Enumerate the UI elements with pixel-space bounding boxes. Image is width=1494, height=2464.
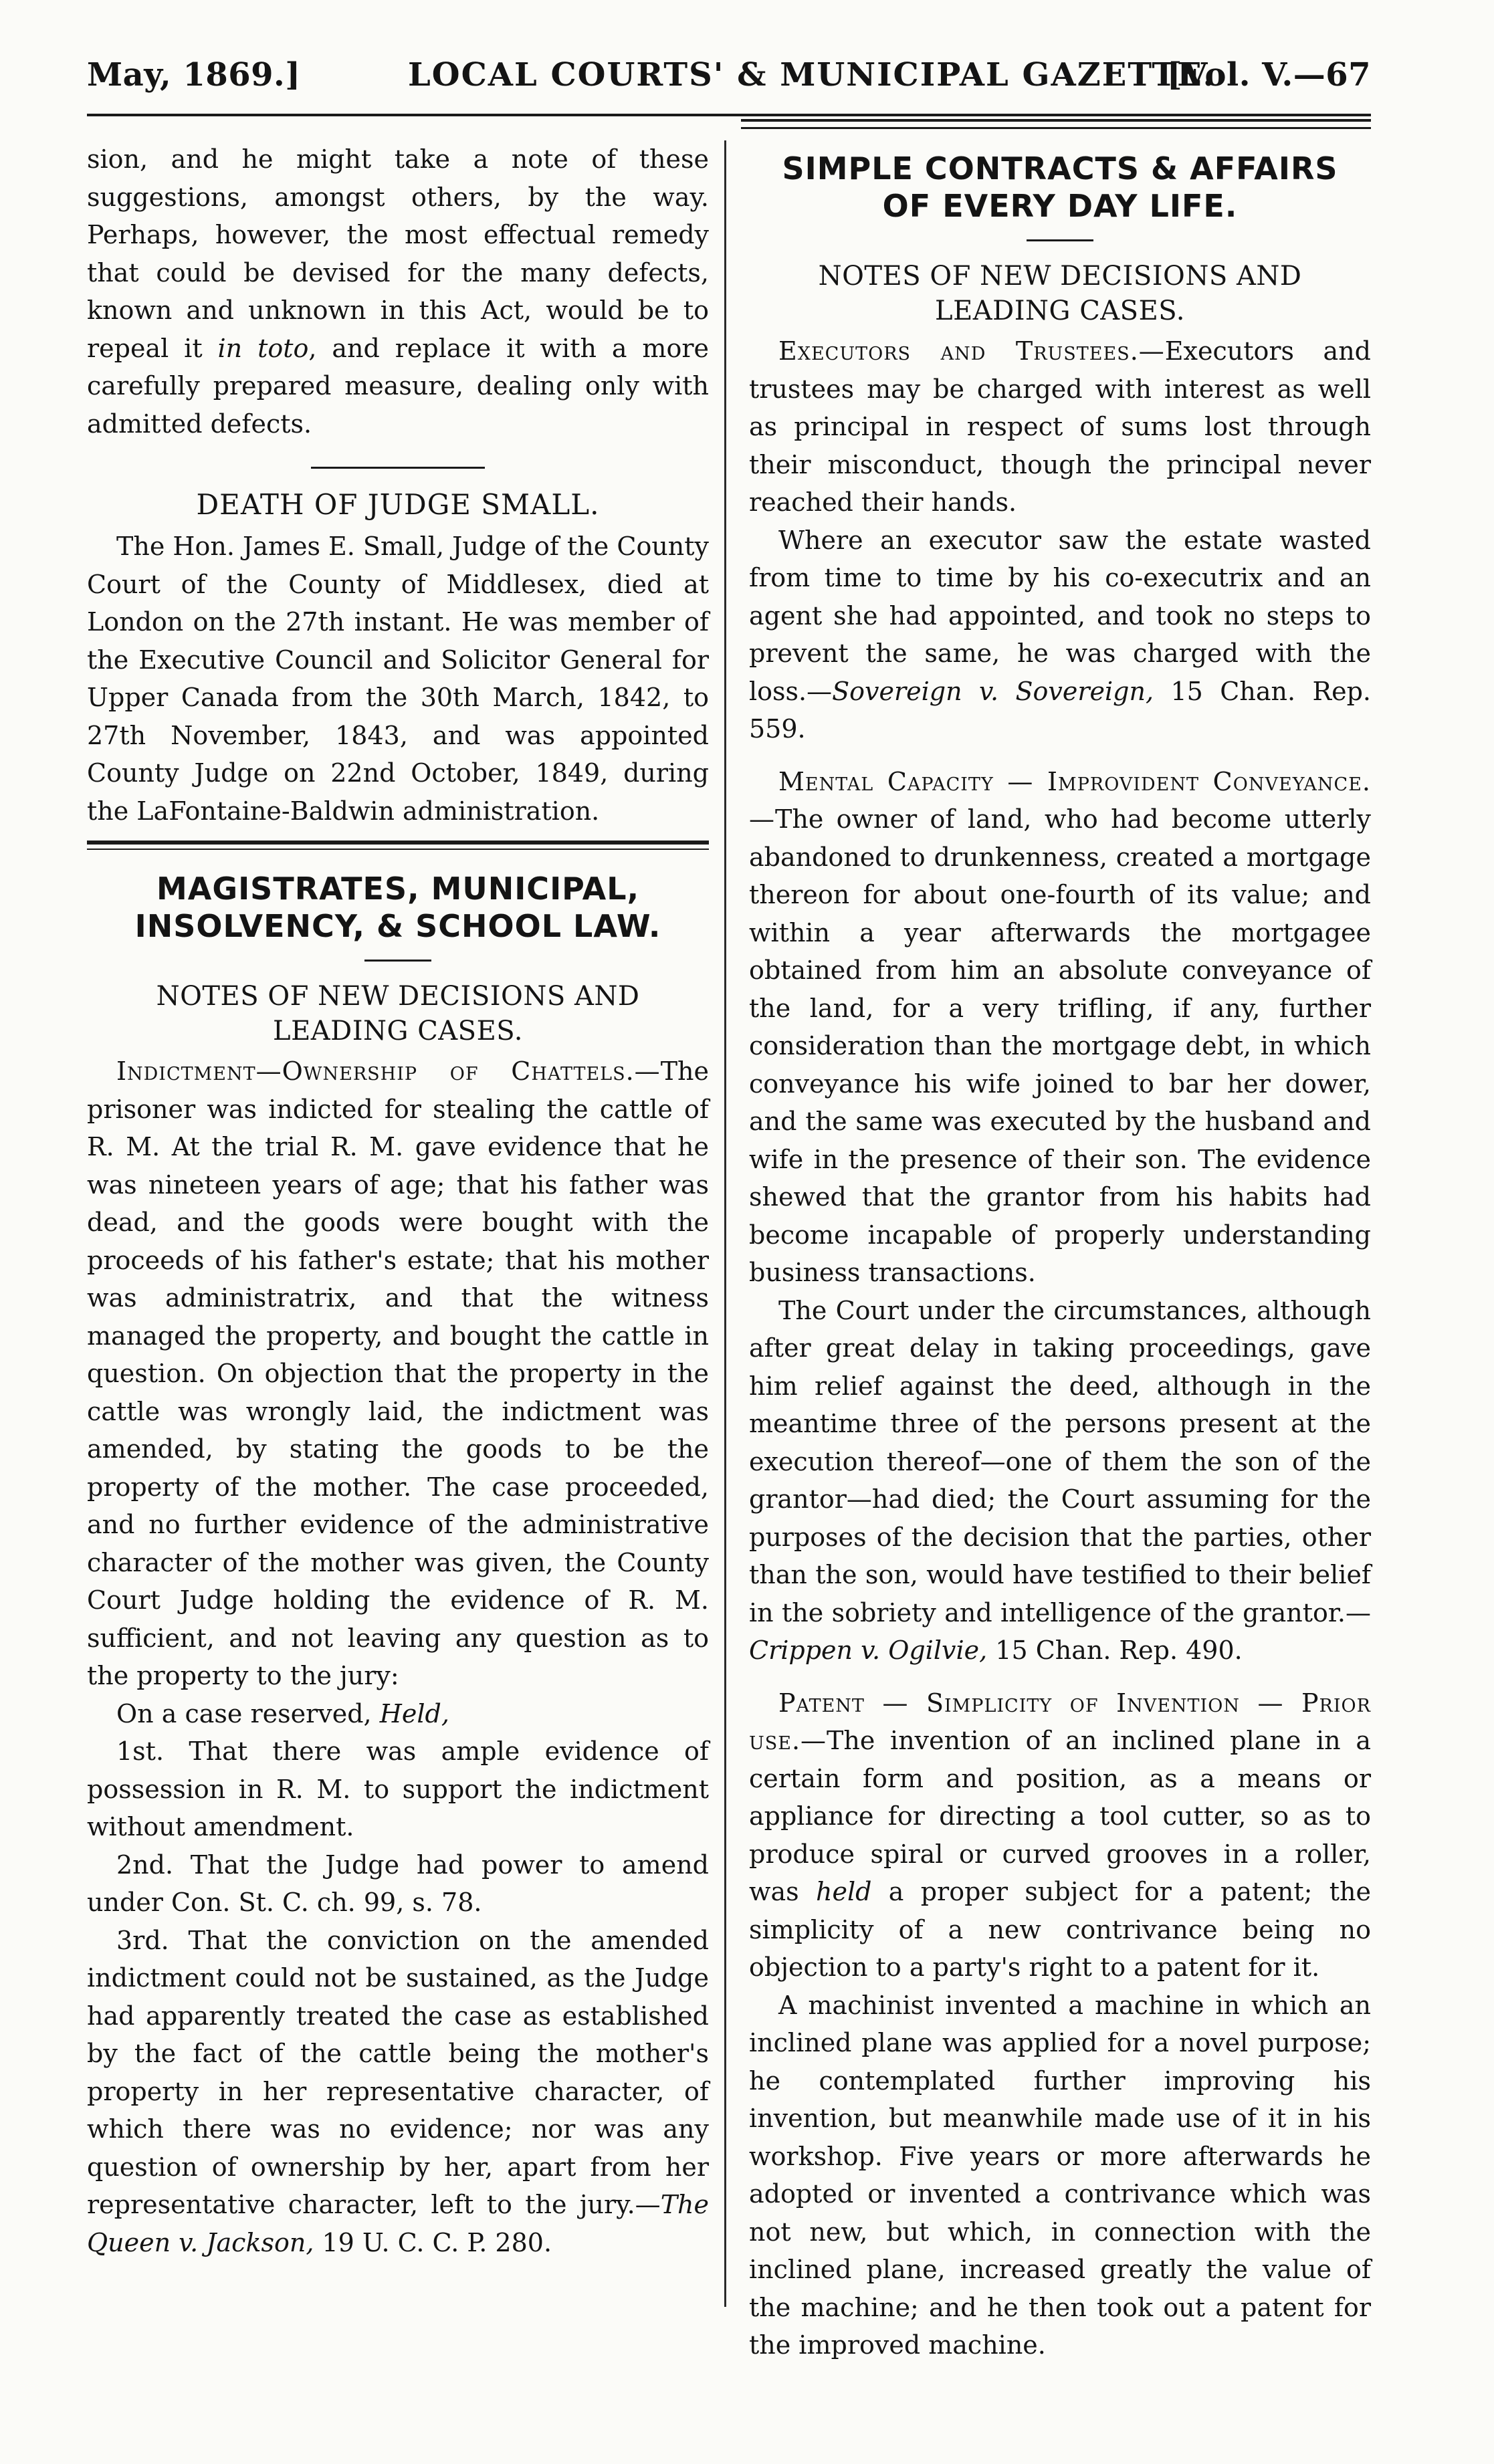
section-thin-rule (87, 849, 709, 850)
sovereign-citation: Sovereign v. Sovereign, (832, 676, 1154, 706)
intro-end: , and replace it with a more carefully prepared measure, dealing only with admitted defects. (87, 333, 709, 439)
simple-contracts-heading-line1: SIMPLE CONTRACTS & AFFAIRS (782, 150, 1338, 187)
heading-underline-right (1027, 239, 1093, 241)
patent-case (749, 1684, 1371, 1987)
executors-case-text: Executors and trustees may be charged with interest as well as principal in respect of sums lost through their misconduct, though the principal never reached their hands. (749, 336, 1371, 517)
death-heading: DEATH OF JUDGE SMALL. (196, 488, 600, 521)
left-column (87, 140, 709, 2261)
notes-heading-right: NOTES OF NEW DECISIONS AND LEADING CASES. (818, 261, 1302, 326)
executors-case-2 (749, 522, 1371, 748)
header-date: May, 1869.] (87, 56, 301, 94)
patent-held-word: held (816, 1877, 872, 1906)
held-point-1: 1st. That there was ample evidence of possession in R. M. to support the indictment without amendment. (87, 1737, 709, 1841)
held-intro (87, 1695, 709, 1733)
sovereign-report: 15 Chan. Rep. 559. (749, 676, 1371, 744)
crippen-report: 15 Chan. Rep. 490. (995, 1636, 1243, 1665)
header-volume-page: [Vol. V.—67 (1166, 56, 1371, 94)
patent-case-text-a: The invention of an inclined plane in a certain form and position, as a means or appliance for directing a tool cutter, so as to produce spiral or curved grooves in a roller, was (749, 1726, 1371, 1906)
mental-capacity-case-text: The owner of land, who had become utterly abandoned to drunkenness, created a mortgage thereon for about one-fourth of its value; and within a year afterwards the mortgagee obtained from him an absolute conveyance of the land, for a very trifling, if any, further consideration than the mortgage debt, in which conveyance his wife joined to bar her dower, and the same was executed by the husband and wife in the presence of their son. The evidence shewed that the grantor from his habits had become incapable of properly understanding business transactions. (749, 804, 1371, 1287)
held-intro-text: On a case reserved, (116, 1698, 372, 1728)
mental-capacity-case-text-2: The Court under the circumstances, although after great delay in taking proceedings, gave him relief against the deed, although in the meantime three of the persons present at the execution thereof—one of them the son of the grantor—had died; the Court assuming for the purposes of the decision that the parties, other than the son, would have testified to their belief in the sobriety and intelligence of the grantor.— (749, 1295, 1371, 1628)
simple-contracts-heading-line2: OF EVERY DAY LIFE. (882, 188, 1238, 224)
notes-heading: NOTES OF NEW DECISIONS AND LEADING CASES. (156, 981, 640, 1046)
magistrates-heading-line2: INSOLVENCY, & SCHOOL LAW. (134, 908, 661, 944)
heading-underline (364, 960, 431, 962)
executors-case-text-2: Where an executor saw the estate wasted from time to time by his co-executrix and an agent she had appointed, and took no steps to prevent the same, he was charged with the loss.— (749, 525, 1371, 706)
patent-case-2: A machinist invented a machine in which an inclined plane was applied for a novel purpose; he contemplated further improving his invention, but meanwhile made use of it in his workshop. Five years or more afterwards he adopted or invented a contrivance which was not new, but which, in connection with the inclined plane, increased greatly the value of the machine; and he then took out a patent for the improved machine. (749, 1990, 1371, 2360)
indictment-case (87, 1052, 709, 1695)
right-column (749, 140, 1371, 2364)
executors-case (749, 332, 1371, 522)
mental-capacity-case (749, 763, 1371, 1292)
header-title: LOCAL COURTS' & MUNICIPAL GAZETTE. (408, 56, 1216, 94)
executors-case-title: Executors and Trustees.— (778, 336, 1165, 366)
held-point-3-text: 3rd. That the conviction on the amended indictment could not be sustained, as the Judge had apparently treated the case as established by the fact of the cattle being the mother's property in her representative character, of which there was no evidence; nor was any question of ownership by her, apart from her representative character, left to the jury.— (87, 1925, 709, 2219)
indictment-case-text: The prisoner was indicted for stealing the cattle of R. M. At the trial R. M. gave evidence that he was nineteen years of age; that his father was dead, and the goods were bought with the proceeds of his father's estate; that his mother was administratrix, and that the witness managed the property, and bought the cattle in question. On objection that the property in the cattle was wrongly laid, the indictment was amended, by stating the goods to be the property of the mother. The case proceeded, and no further evidence of the administrative character of the mother was given, the County Court Judge holding the evidence of R. M. sufficient, and not leaving any question as to the property to the jury: (87, 1056, 709, 1690)
right-column-top-rule (741, 119, 1371, 122)
right-column-top-rule-2 (741, 127, 1371, 129)
running-header (87, 56, 1371, 110)
section-heavy-rule (87, 841, 709, 845)
intro-text: sion, and he might take a note of these suggestions, amongst others, by the way. Perhaps, however, the most effectual remedy that could be devised for the many defects, known and unknown in this Act, would be to repeal it (87, 144, 709, 363)
held-point-3 (87, 1922, 709, 2262)
patent-case-title: Patent — Simplicity of Invention — Prior use.— (749, 1688, 1371, 1755)
held-word: Held, (379, 1698, 449, 1728)
header-rule (87, 114, 1371, 116)
intro-italic: in toto (217, 333, 309, 363)
mental-capacity-case-2 (749, 1292, 1371, 1670)
patent-case-text-b: a proper subject for a patent; the simplicity of a new contrivance being no objection to a party's right to a patent for it. (749, 1877, 1371, 1982)
held-point-2: 2nd. That the Judge had power to amend under Con. St. C. ch. 99, s. 78. (87, 1850, 709, 1917)
crippen-citation: Crippen v. Ogilvie, (749, 1636, 988, 1665)
separator-rule (311, 467, 485, 469)
held-list (87, 1695, 709, 2262)
intro-paragraph (87, 140, 709, 443)
death-paragraph: The Hon. James E. Small, Judge of the County Court of the County of Middlesex, died at London on the 27th instant. He was member of the Executive Council and Solicitor General for Upper Canada from the 30th March, 1842, to 27th November, 1843, and was appointed County Judge on 22nd October, 1849, during the LaFontaine-Baldwin administration. (87, 532, 710, 826)
mental-capacity-case-title: Mental Capacity — Improvident Conveyance.— (749, 766, 1371, 834)
queen-v-jackson-report: 19 U. C. C. P. 280. (322, 2227, 552, 2257)
column-divider (724, 140, 726, 2307)
magistrates-heading-line1: MAGISTRATES, MUNICIPAL, (156, 871, 640, 907)
queen-v-jackson-citation: The Queen v. Jackson, (87, 2190, 709, 2257)
indictment-case-title: Indictment—Ownership of Chattels.— (116, 1056, 661, 1086)
